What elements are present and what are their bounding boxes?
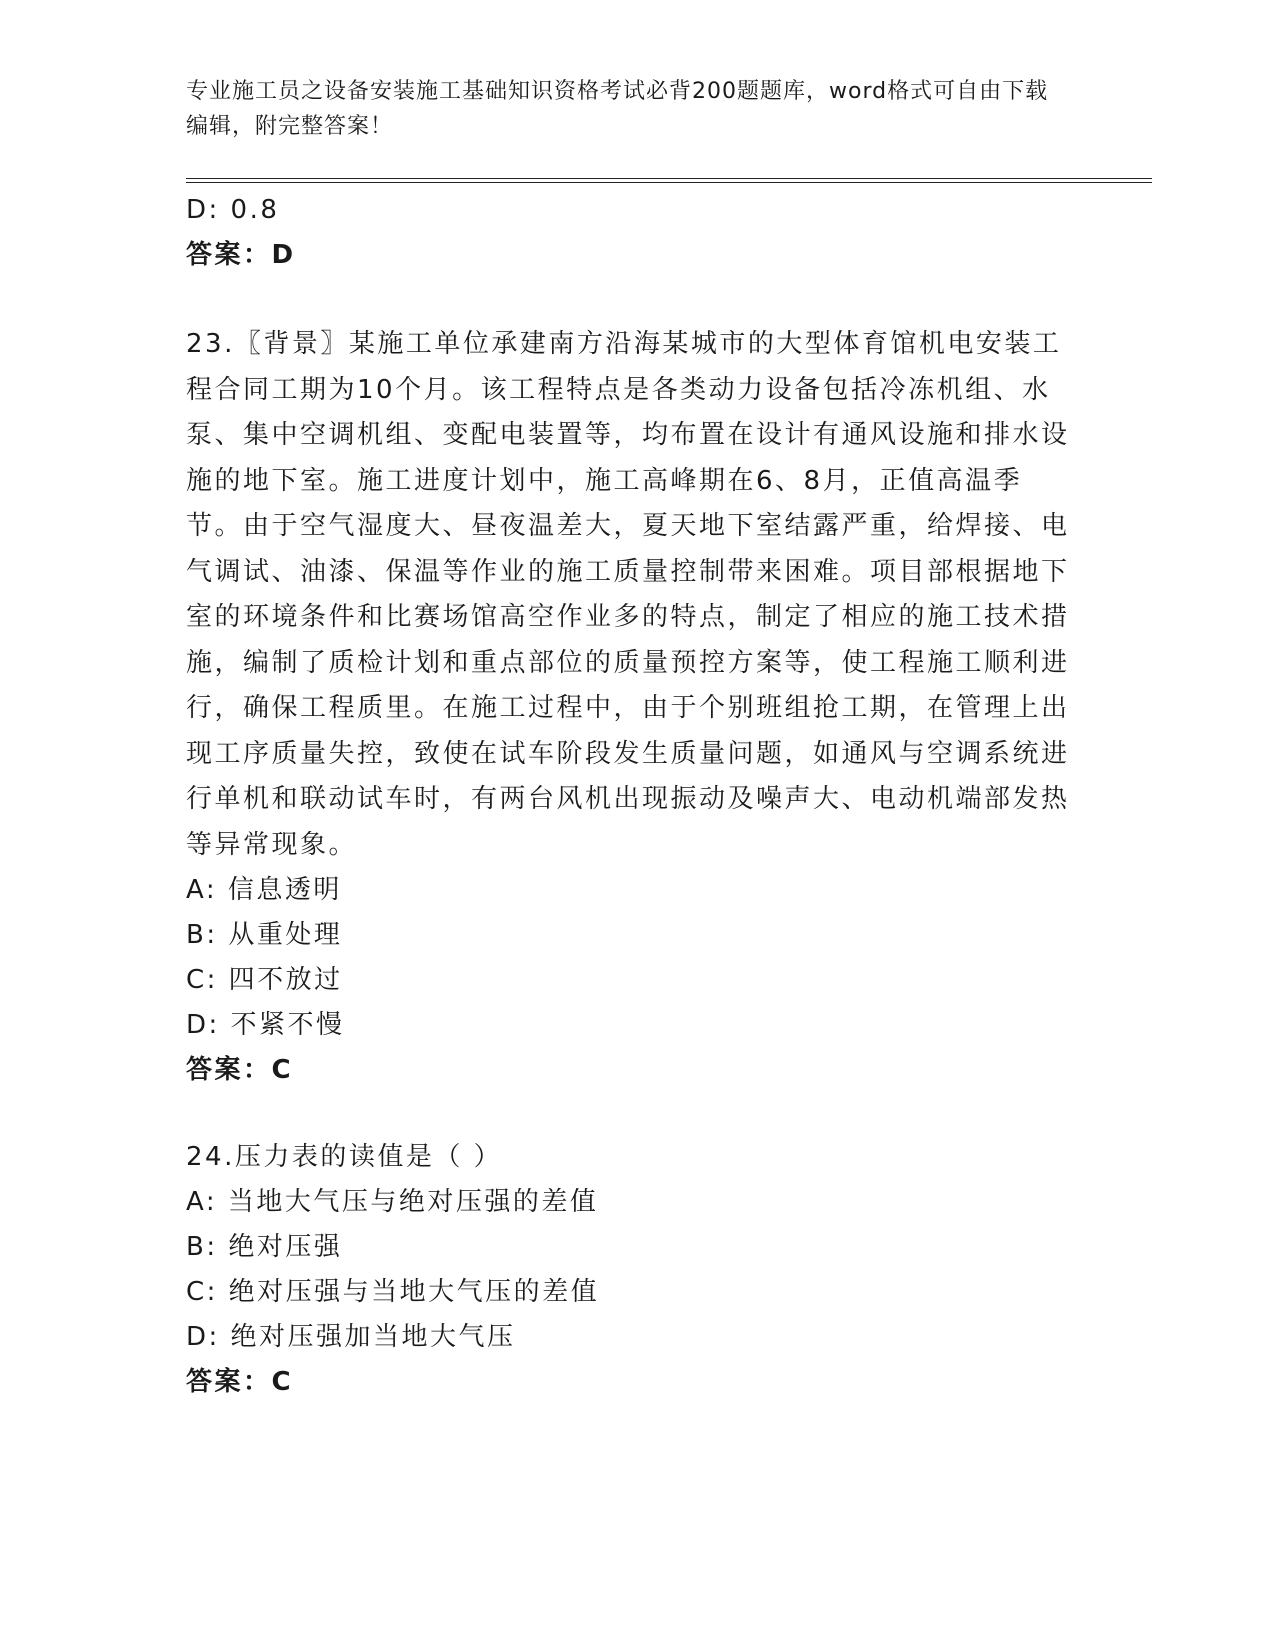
page-header-title: 专业施工员之设备安装施工基础知识资格考试必背200题题库，word格式可自由下载编辑，附完整答案！ [186,79,1049,139]
question-23-option-b: B: 从重处理 [186,920,343,950]
question-24-stem: 24.压力表的读值是（ ） [186,1142,503,1172]
question-23-option-a: A: 信息透明 [186,875,342,905]
prev-question-option-d: D: 0.8 [186,195,280,225]
question-24-answer: 答案：C [186,1367,294,1397]
spacer [186,1093,1086,1135]
question-23-option-d: D: 不紧不慢 [186,1010,345,1040]
question-24-option-c: C: 绝对压强与当地大气压的差值 [186,1277,600,1307]
question-23-option-c: C: 四不放过 [186,965,343,995]
header-divider [186,178,1152,183]
spacer [186,278,1086,322]
question-23-answer: 答案：C [186,1055,294,1085]
prev-question-answer: 答案：D [186,240,296,270]
document-body [186,188,1086,1405]
question-24-option-b: B: 绝对压强 [186,1232,343,1262]
question-24-option-d: D: 绝对压强加当地大气压 [186,1322,516,1352]
question-24-option-a: A: 当地大气压与绝对压强的差值 [186,1187,599,1217]
question-23-stem: 23.〖背景〗某施工单位承建南方沿海某城市的大型体育馆机电安装工程合同工期为10个月。该工程特点是各类动力设备包括冷冻机组、水泵、集中空调机组、变配电装置等，均布置在设计有通风设施和排水设施的地下室。施工进度计划中，施工高峰期在6、8月，正值高温季节。由于空气湿度大、昼夜温差大，夏天地下室结露严重，给焊接、电气调试、油漆、保温等作业的施工质量控制带来困难。项目部根据地下室的环境条件和比赛场馆高空作业多的特点，制定了相应的施工技术措施，编制了质检计划和重点部位的质量预控方案等，使工程施工顺利进行，确保工程质里。在施工过程中，由于个别班组抢工期，在管理上出现工序质量失控，致使在试车阶段发生质量问题，如通风与空调系统进行单机和联动试车时，有两台风机出现振动及噪声大、电动机端部发热等异常现象。 [186,329,1070,860]
